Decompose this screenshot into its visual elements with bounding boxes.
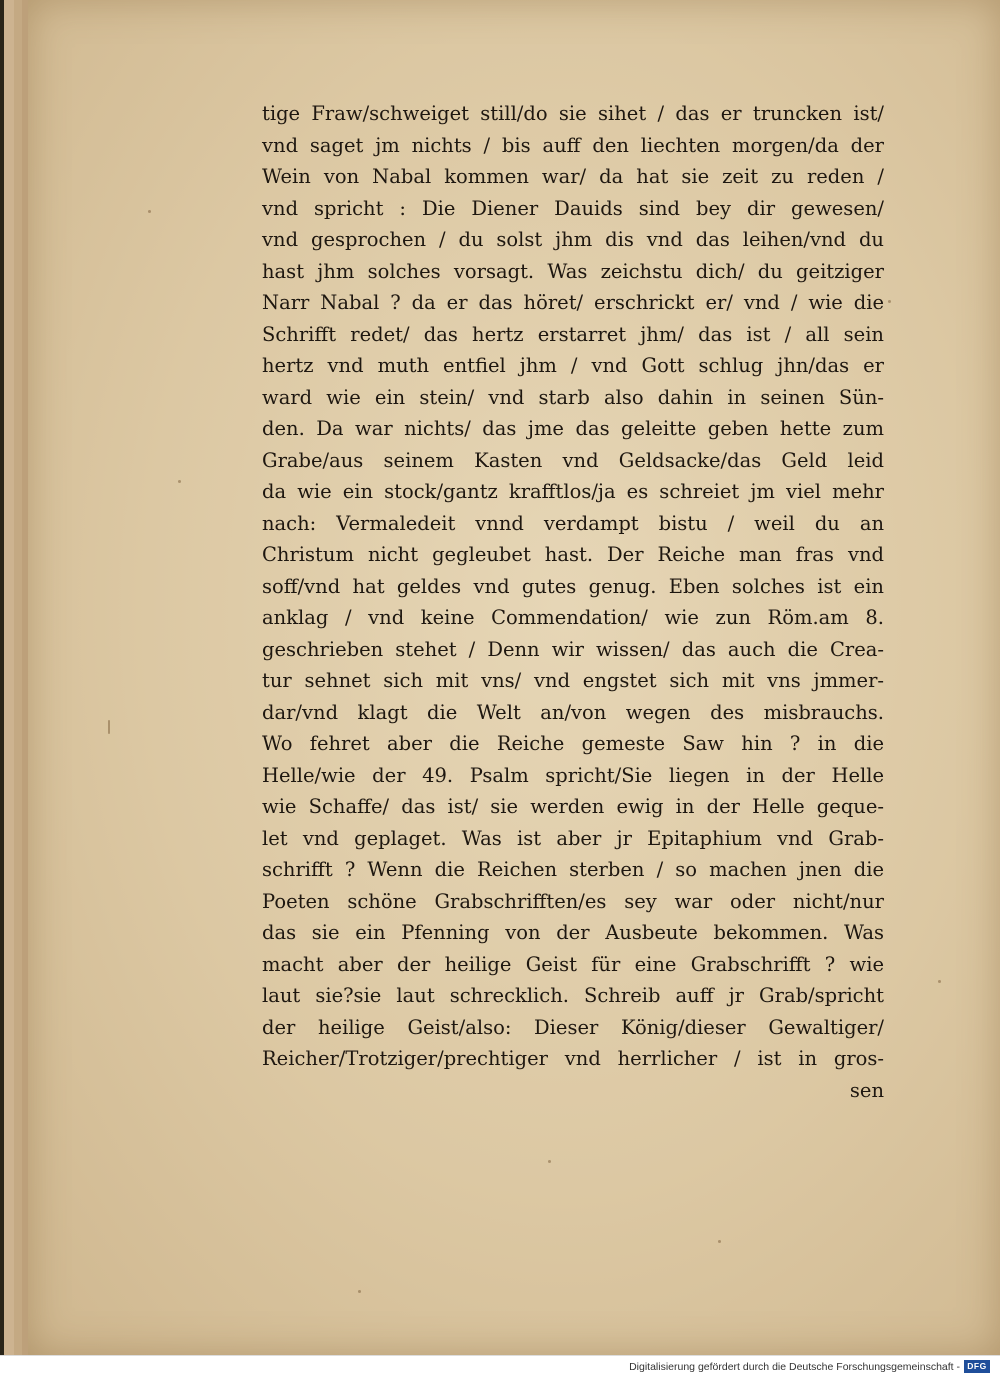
text-line: Wo fehret aber die Reiche gemeste Saw hin ? in die: [262, 732, 884, 755]
text-line: vnd saget jm nichts / bis auff den liechten morgen/da der: [262, 133, 884, 157]
text-line: Poeten schöne Grabschrifften/es sey war oder nicht/nur: [262, 889, 884, 913]
paper-speck: [548, 1160, 551, 1163]
text-line: Grabe/aus seinem Kasten vnd Geldsacke/das Geld leid: [262, 448, 884, 472]
body-text: [262, 98, 884, 1106]
text-line: macht aber der heilige Geist für eine Grabschrifft ? wie: [262, 952, 884, 976]
text-line: geschrieben stehet / Denn wir wissen/ das auch die Crea-: [262, 637, 884, 661]
text-line: Helle/wie der 49. Psalm spricht/Sie liegen in der Helle: [262, 763, 884, 787]
paper-speck: [178, 480, 181, 483]
paper-speck: [718, 1240, 721, 1243]
text-line: tige Fraw/schweiget still/do sie sihet / das er truncken ist/: [262, 102, 884, 125]
text-line: da wie ein stock/gantz krafftlos/ja es schreiet jm viel mehr: [262, 480, 884, 503]
text-line: nach: Vermaledeit vnnd verdampt bistu / weil du an: [262, 511, 884, 535]
text-line: laut sie?sie laut schrecklich. Schreib auff jr Grab/spricht: [262, 984, 884, 1007]
text-line: hertz vnd muth entfiel jhm / vnd Gott schlug jhn/das er: [262, 354, 884, 377]
text-line: wie Schaffe/ das ist/ sie werden ewig in der Helle geque-: [262, 795, 884, 818]
paper-speck: [148, 210, 151, 213]
paper-speck: [938, 980, 941, 983]
text-line: das sie ein Pfenning von der Ausbeute bekommen. Was: [262, 921, 884, 944]
funding-notice: Digitalisierung gefördert durch die Deutsche Forschungsgemeinschaft -: [629, 1361, 960, 1373]
footer-bar: [0, 1355, 1000, 1379]
text-line: Narr Nabal ? da er das höret/ erschrickt er/ vnd / wie die: [262, 291, 884, 314]
text-line: hast jhm solches vorsagt. Was zeichstu dich/ du geitziger: [262, 259, 884, 283]
paper-speck: [108, 720, 110, 734]
text-line: ward wie ein stein/ vnd starb also dahin in seinen Sün-: [262, 385, 884, 409]
text-line: tur sehnet sich mit vns/ vnd engstet sich mit vns jmmer-: [262, 669, 884, 692]
text-line: Reicher/Trotziger/prechtiger vnd herrlicher / ist in gros-: [262, 1047, 884, 1070]
text-line: der heilige Geist/also: Dieser König/dieser Gewaltiger/: [262, 1015, 884, 1039]
text-line: den. Da war nichts/ das jme das geleitte geben hette zum: [262, 417, 884, 440]
text-line: schrifft ? Wenn die Reichen sterben / so machen jnen die: [262, 858, 884, 881]
paper-speck: [888, 300, 891, 303]
text-line: anklag / vnd keine Commendation/ wie zun Röm.am 8.: [262, 606, 884, 629]
dfg-logo: DFG: [964, 1360, 990, 1373]
text-line: vnd gesprochen / du solst jhm dis vnd das leihen/vnd du: [262, 228, 884, 251]
text-line: soff/vnd hat geldes vnd gutes genug. Eben solches ist ein: [262, 574, 884, 598]
text-line: dar/vnd klagt die Welt an/von wegen des misbrauchs.: [262, 700, 884, 724]
text-line: let vnd geplaget. Was ist aber jr Epitaphium vnd Grab-: [262, 826, 884, 850]
text-line: vnd spricht : Die Diener Dauids sind bey dir gewesen/: [262, 196, 884, 220]
text-line: Christum nicht gegleubet hast. Der Reiche man fras vnd: [262, 543, 884, 566]
text-line: Schrifft redet/ das hertz erstarret jhm/ das ist / all sein: [262, 322, 884, 346]
text-line: Wein von Nabal kommen war/ da hat sie zeit zu reden /: [262, 165, 884, 188]
paper-speck: [358, 1290, 361, 1293]
catchword: sen: [849, 1078, 884, 1102]
